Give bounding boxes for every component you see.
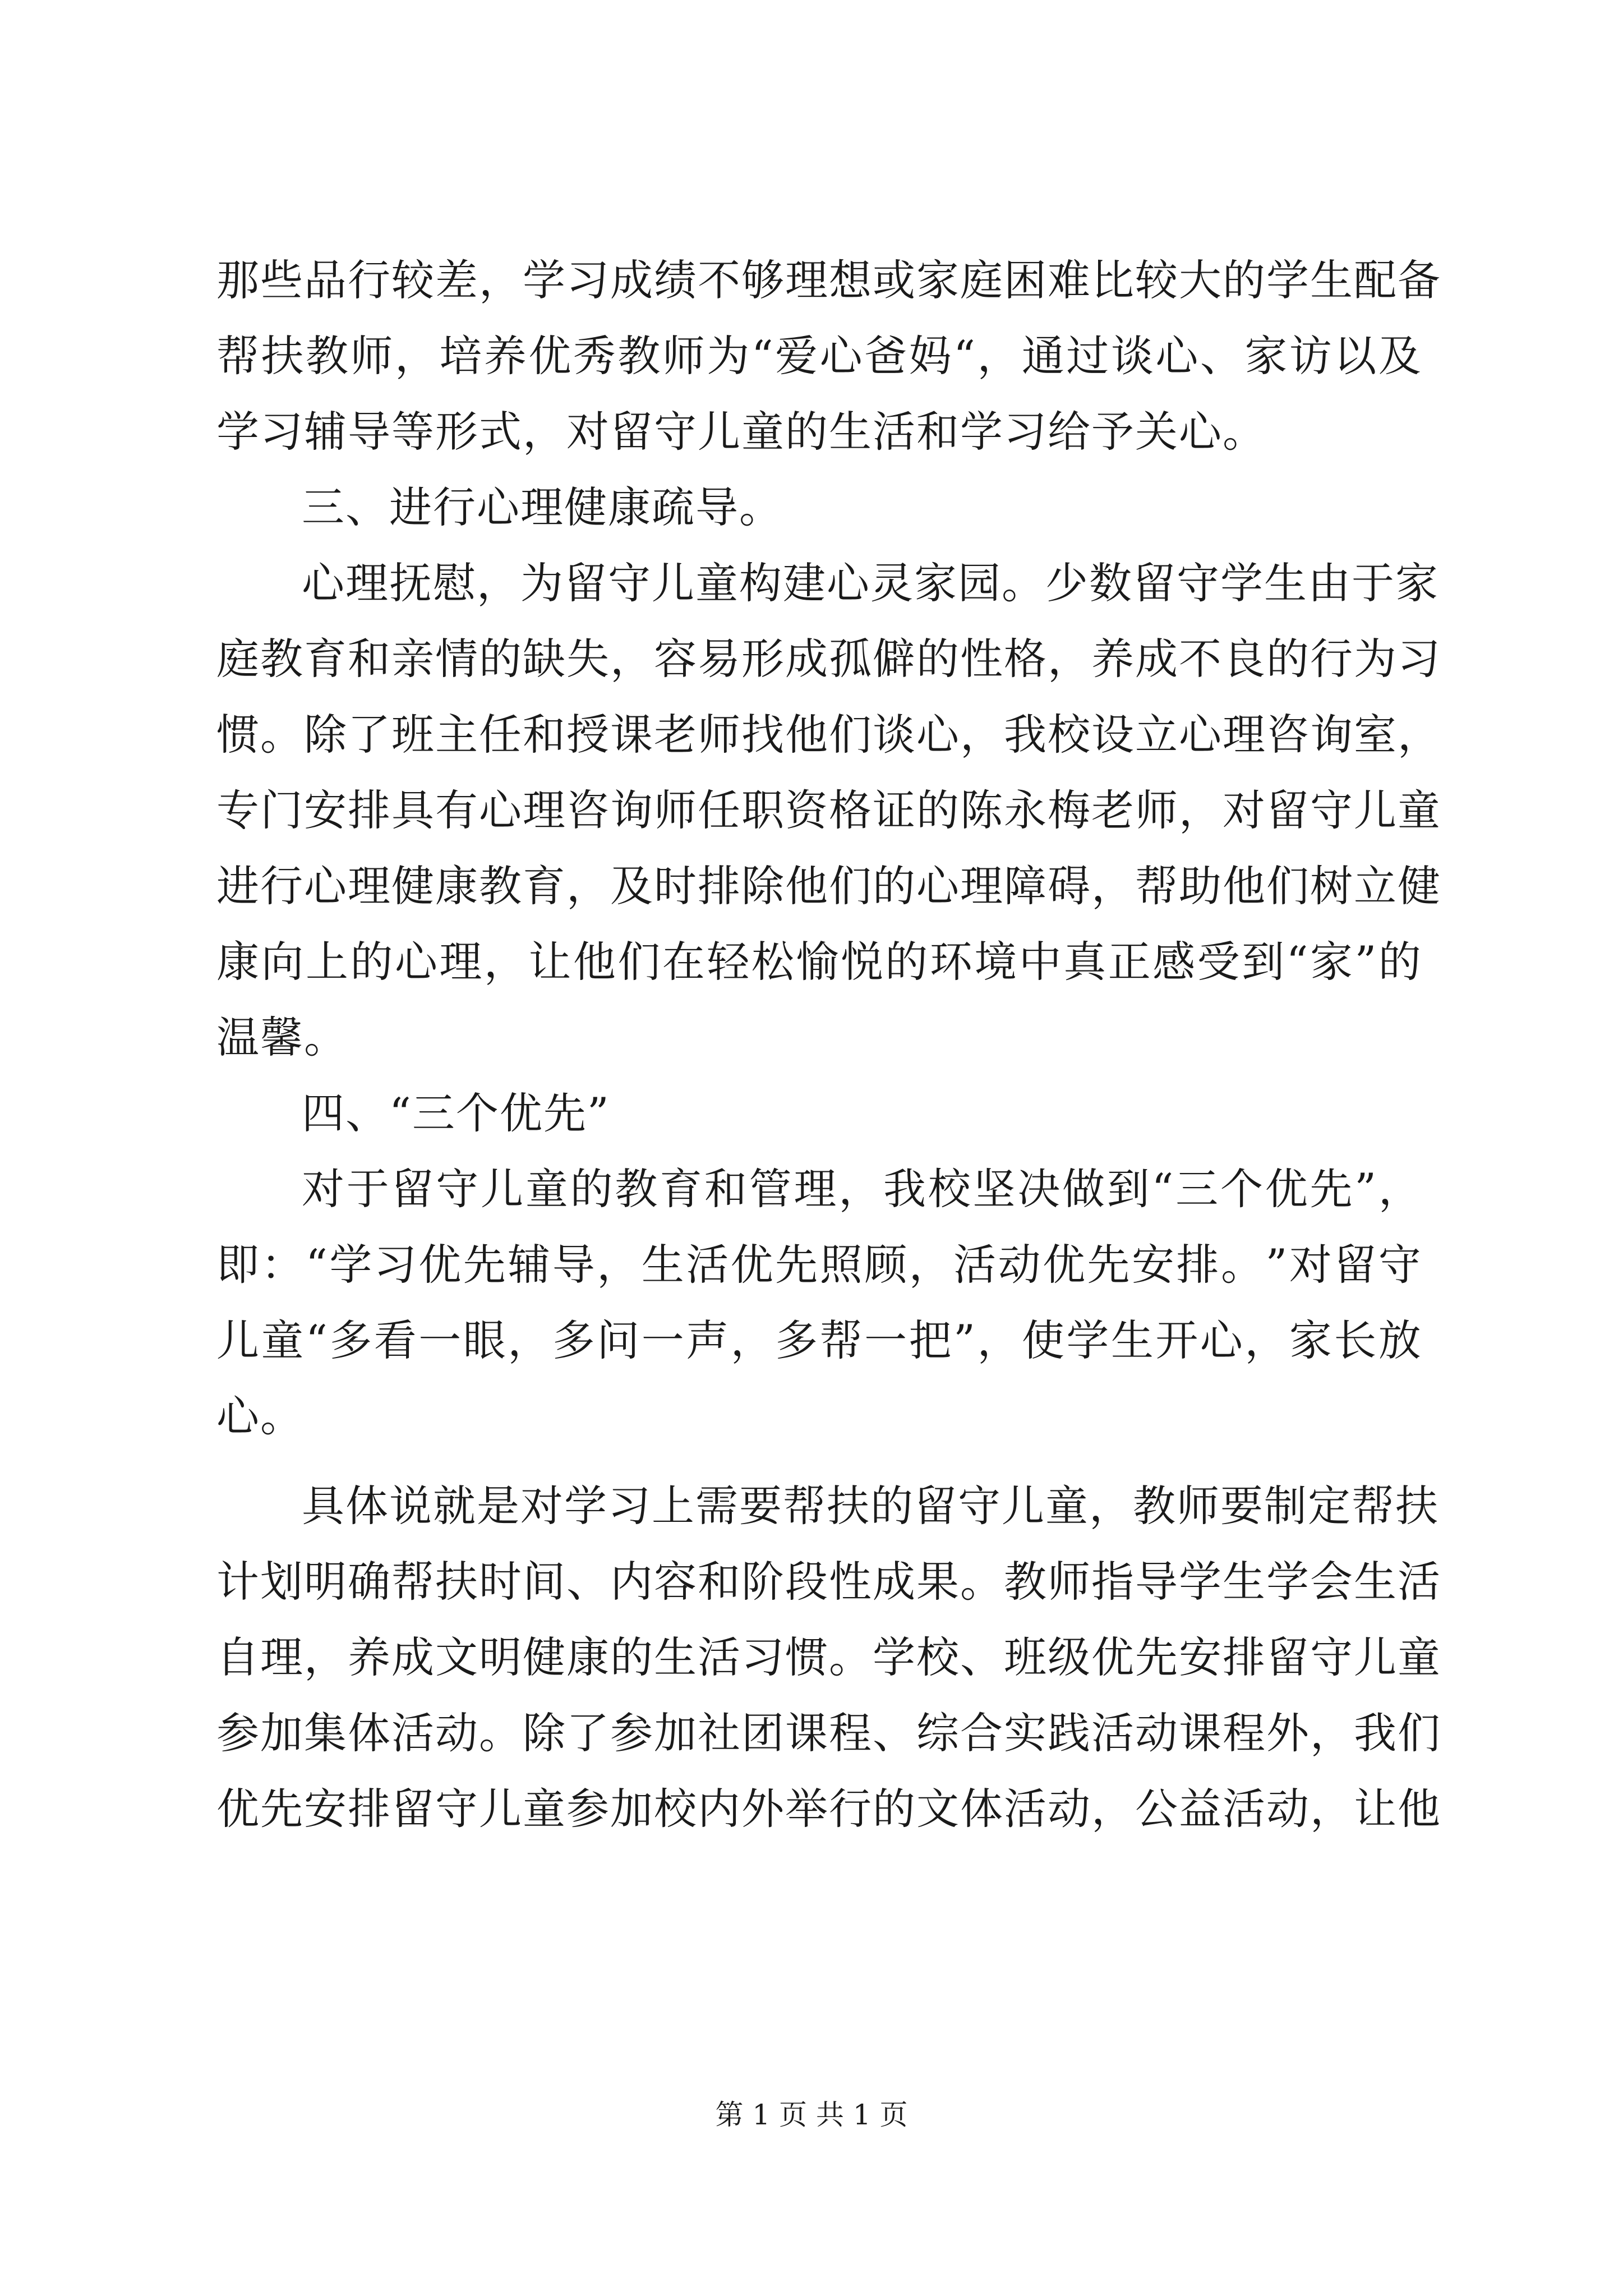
text-line: 惯 。 除 了 班 主 任 和 授 课 老 师 找 他 们 谈 心 ， 我 校 设 立 心 理 咨 询 室 ，: [216, 710, 1441, 760]
text-line: 康 向 上 的 心 理 ， 让 他 们 在 轻 松 愉 悦 的 环 境 中 真 正 感 受 到 “ 家 ” 的: [216, 937, 1422, 987]
page-footer: 第 1 页 共 1 页: [715, 2099, 908, 2131]
section-heading: 三、进行心理健康疏导。: [302, 482, 783, 532]
text-line: 优 先 安 排 留 守 儿 童 参 加 校 内 外 举 行 的 文 体 活 动 ， 公 益 活 动 ， 让 他: [216, 1784, 1441, 1834]
text-line: 心 理 抚 慰 ， 为 留 守 儿 童 构 建 心 灵 家 园 。 少 数 留 守 学 生 由 于 家: [302, 558, 1439, 608]
text-line: 具 体 说 就 是 对 学 习 上 需 要 帮 扶 的 留 守 儿 童 ， 教 师 要 制 定 帮 扶: [302, 1481, 1439, 1531]
text-line: 专 门 安 排 具 有 心 理 咨 询 师 任 职 资 格 证 的 陈 永 梅 老 师 ， 对 留 守 儿 童: [216, 785, 1441, 835]
text-line: 儿 童 “ 多 看 一 眼 ， 多 问 一 声 ， 多 帮 一 把 ” ， 使 学 生 开 心 ， 家 长 放: [216, 1315, 1422, 1365]
text-line: 即 ： “ 学 习 优 先 辅 导 ， 生 活 优 先 照 顾 ， 活 动 优 先 安 排 。 ” 对 留 守: [216, 1240, 1422, 1290]
text-line: 学习辅导等形式，对留守儿童的生活和学习给予关心。: [216, 407, 1266, 457]
text-line: 自 理 ， 养 成 文 明 健 康 的 生 活 习 惯 。 学 校 、 班 级 优 先 安 排 留 守 儿 童: [216, 1632, 1441, 1682]
text-line: 参 加 集 体 活 动 。 除 了 参 加 社 团 课 程 、 综 合 实 践 活 动 课 程 外 ， 我 们: [216, 1708, 1441, 1758]
text-line: 帮 扶 教 师 ， 培 养 优 秀 教 师 为 “ 爱 心 爸 妈 “ ， 通 过 谈 心 、 家 访 以 及: [216, 331, 1422, 381]
section-heading: 四、“三个优先”: [302, 1088, 610, 1138]
text-line: 心。: [216, 1391, 304, 1441]
text-line: 那 些 品 行 较 差 ， 学 习 成 绩 不 够 理 想 或 家 庭 困 难 比 较 大 的 学 生 配 备: [216, 255, 1441, 305]
text-line: 对 于 留 守 儿 童 的 教 育 和 管 理 ， 我 校 坚 决 做 到 “ 三 个 优 先 ” ，: [302, 1164, 1422, 1214]
text-line: 温馨。: [216, 1013, 348, 1062]
text-line: 进 行 心 理 健 康 教 育 ， 及 时 排 除 他 们 的 心 理 障 碍 ， 帮 助 他 们 树 立 健: [216, 861, 1441, 911]
text-line: 计 划 明 确 帮 扶 时 间 、 内 容 和 阶 段 性 成 果 。 教 师 指 导 学 生 学 会 生 活: [216, 1557, 1441, 1607]
text-line: 庭 教 育 和 亲 情 的 缺 失 ， 容 易 形 成 孤 僻 的 性 格 ， 养 成 不 良 的 行 为 习: [216, 634, 1441, 684]
